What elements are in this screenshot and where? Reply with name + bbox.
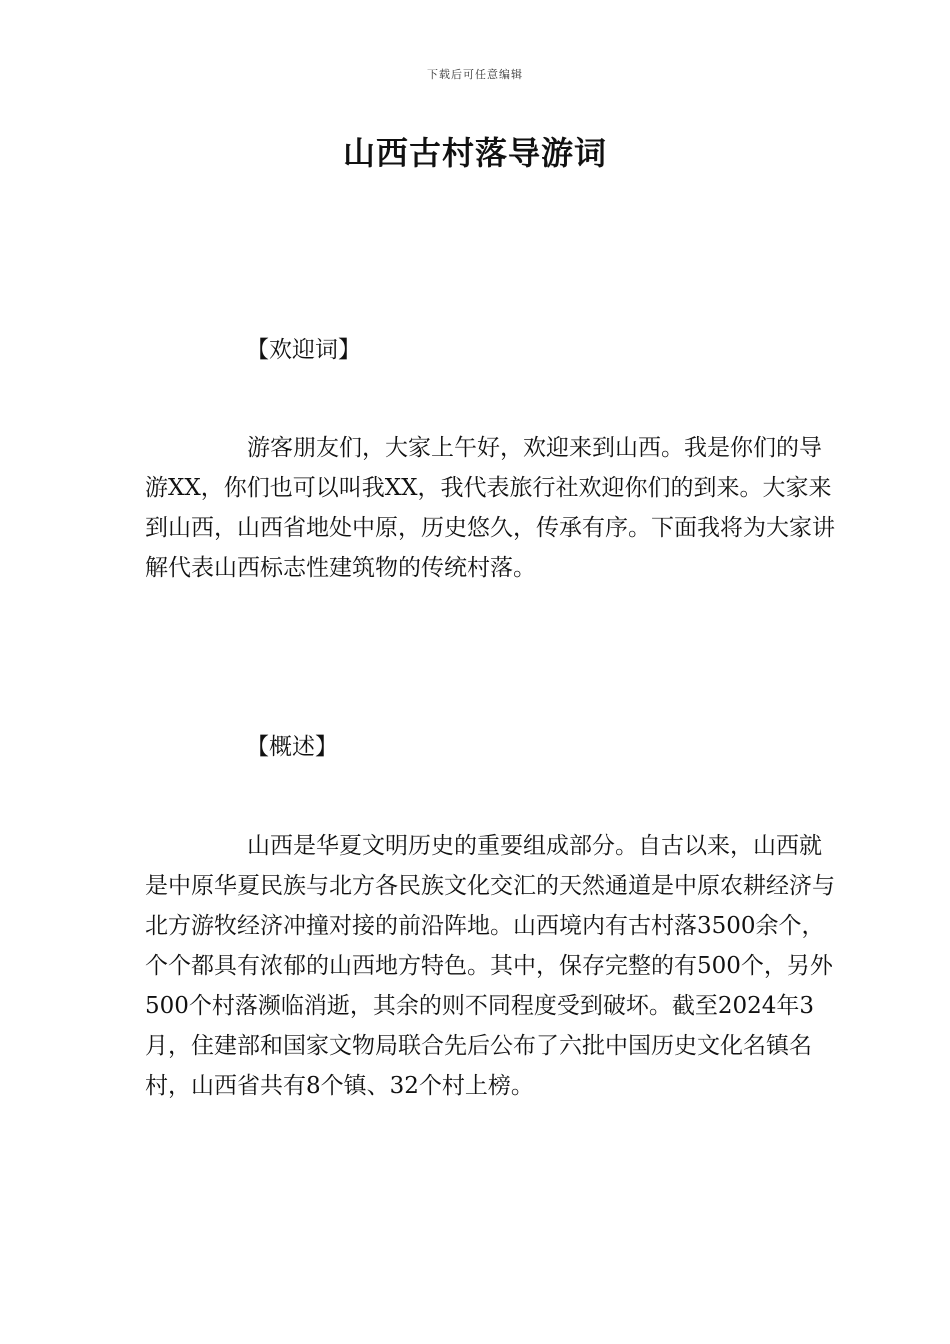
paragraph-overview: 山西是华夏文明历史的重要组成部分。自古以来，山西就是中原华夏民族与北方各民族文化交汇的天然通道是中原农耕经济与北方游牧经济冲撞对接的前沿阵地。山西境内有古村落3500余个，个个都具有浓郁的山西地方特色。其中，保存完整的有500个，另外500个村落濒临消逝，其余的则不同程度受到破坏。截至2024年3月，住建部和国家文物局联合先后公布了六批中国历史文化名镇名村，山西省共有8个镇、32个村上榜。 [145, 833, 835, 1099]
header-note: 下载后可任意编辑 [427, 68, 523, 81]
document-title: 山西古村落导游词 [342, 134, 607, 172]
paragraph-welcome: 游客朋友们，大家上午好，欢迎来到山西。我是你们的导游XX，你们也可以叫我XX，我代表旅行社欢迎你们的到来。大家来到山西，山西省地处中原，历史悠久，传承有序。下面我将为大家讲解代表山西标志性建筑物的传统村落。 [145, 435, 835, 581]
section-heading-overview: 【概述】 [246, 734, 338, 760]
section-heading-welcome: 【欢迎词】 [246, 337, 361, 363]
